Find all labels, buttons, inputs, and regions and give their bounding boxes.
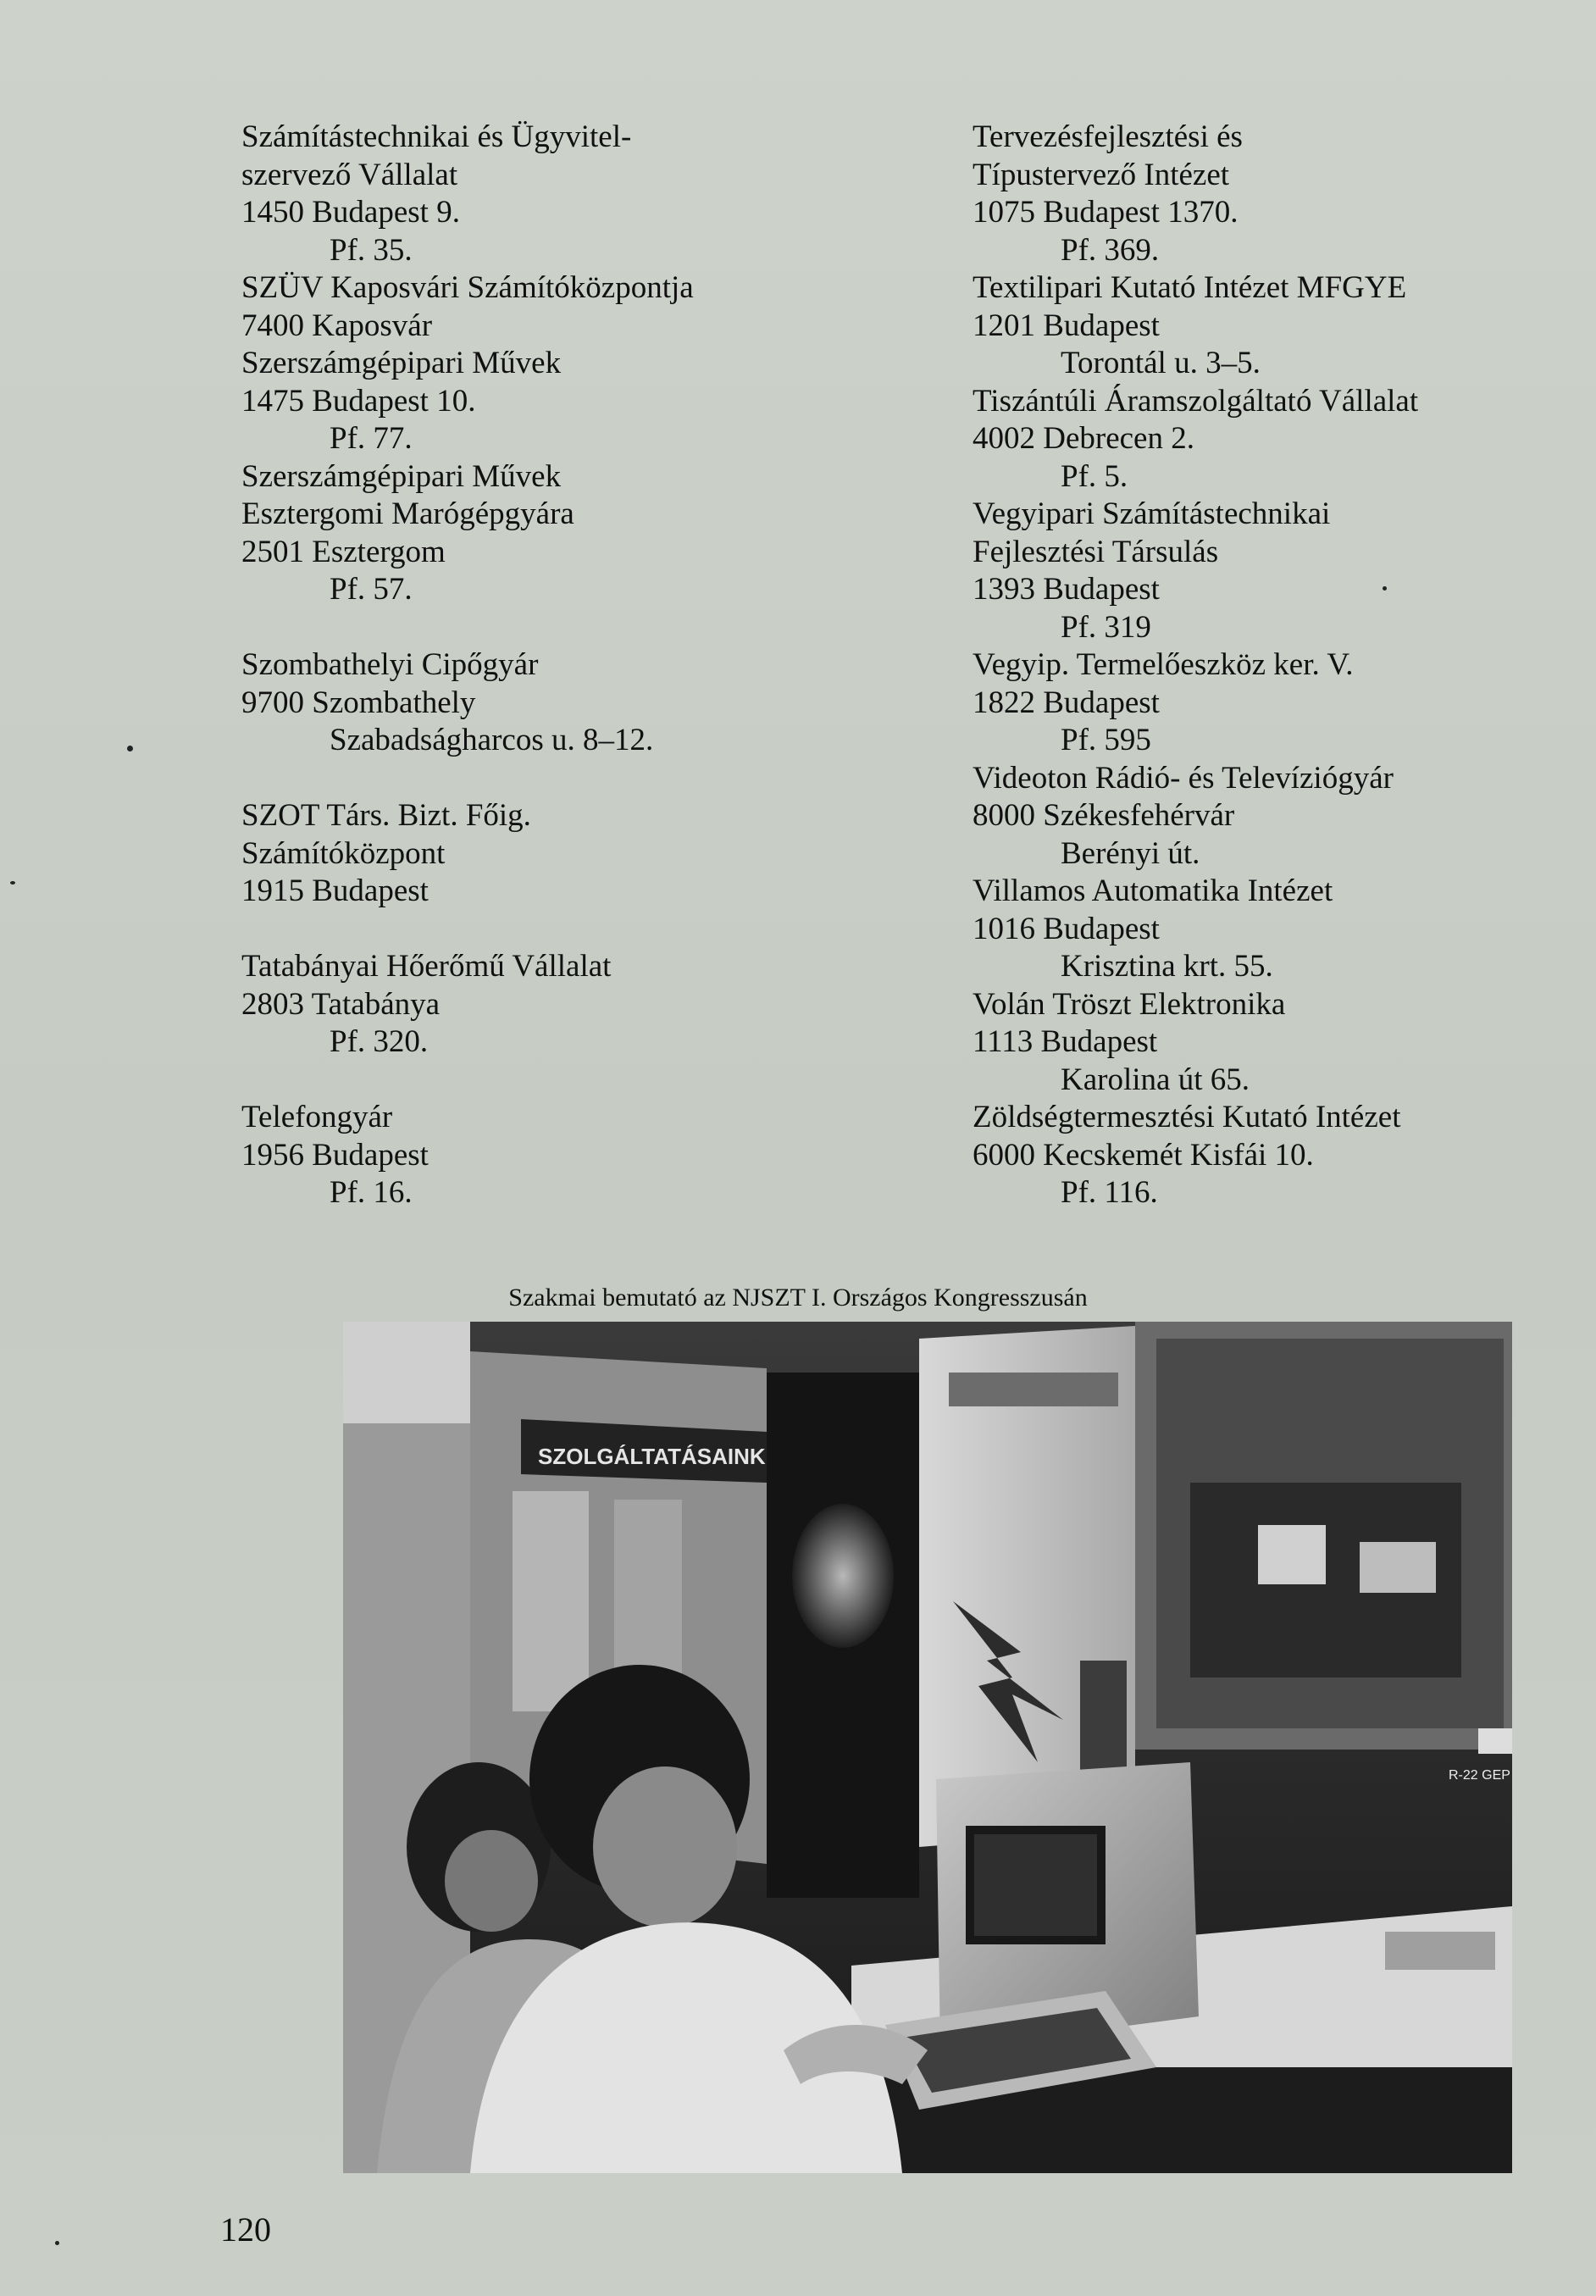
sign-text: R-22 GEP xyxy=(1449,1768,1510,1783)
entry-line: 1450 Budapest 9. xyxy=(241,195,460,230)
entry-address-line: Pf. 35. xyxy=(330,232,413,268)
directory-entry xyxy=(973,986,1582,1100)
entry-line: 1113 Budapest xyxy=(973,1024,1158,1059)
entry-line: Számítástechnikai és Ügyvitel- xyxy=(241,119,632,154)
entry-line: 9700 Szombathely xyxy=(241,685,476,720)
entry-spacer xyxy=(241,911,919,949)
directory-entry xyxy=(973,269,1582,383)
entry-line: 1075 Budapest 1370. xyxy=(973,195,1239,230)
entry-line: Szerszámgépipari Művek xyxy=(241,346,562,380)
entry-address-line: Szabadságharcos u. 8–12. xyxy=(330,723,654,757)
exhibition-photo xyxy=(343,1322,1512,2173)
entry-address-line: Krisztina krt. 55. xyxy=(1061,949,1273,984)
entry-line: 1393 Budapest xyxy=(973,572,1160,607)
entry-line: 8000 Székesfehérvár xyxy=(973,798,1235,833)
entry-line: 1016 Budapest xyxy=(973,911,1160,946)
entry-address-line: Berényi út. xyxy=(1061,835,1200,871)
directory-entry xyxy=(973,873,1582,986)
directory-entry xyxy=(241,119,919,269)
entry-line: Fejlesztési Társulás xyxy=(973,534,1219,569)
entry-line: 2501 Esztergom xyxy=(241,534,446,569)
directory-entry xyxy=(241,646,919,760)
exhibition-photo-drawing xyxy=(343,1322,1512,2173)
entry-address-line: Karolina út 65. xyxy=(1061,1062,1250,1097)
right-column xyxy=(973,119,1582,1212)
entry-line: Tiszántúli Áramszolgáltató Vállalat xyxy=(973,383,1419,419)
entry-line: Telefongyár xyxy=(241,1100,393,1134)
entry-spacer xyxy=(241,760,919,798)
entry-line: Zöldségtermesztési Kutató Intézet xyxy=(973,1100,1401,1134)
entry-line: Tatabányai Hőerőmű Vállalat xyxy=(241,949,612,984)
entry-address-line: Pf. 116. xyxy=(1061,1175,1158,1210)
entry-address-line: Pf. 595 xyxy=(1061,723,1151,757)
entry-address-line: Pf. 319 xyxy=(1061,609,1151,645)
entry-line: 1475 Budapest 10. xyxy=(241,383,476,419)
entry-line: 1915 Budapest xyxy=(241,873,429,908)
entry-line: SZOT Társ. Bizt. Főig. xyxy=(241,798,531,833)
directory-entry xyxy=(973,496,1582,646)
entry-line: Vegyipari Számítástechnikai xyxy=(973,496,1331,531)
entry-line: Villamos Automatika Intézet xyxy=(973,873,1333,908)
left-column xyxy=(241,119,919,1212)
entry-line: 6000 Kecskemét Kisfái 10. xyxy=(973,1137,1314,1173)
entry-line: Szerszámgépipari Művek xyxy=(241,458,562,494)
print-speck xyxy=(10,881,15,885)
entry-address-line: Pf. 320. xyxy=(330,1024,429,1059)
entry-line: 1822 Budapest xyxy=(973,685,1160,720)
print-speck xyxy=(127,746,133,751)
entry-line: SZÜV Kaposvári Számítóközpontja xyxy=(241,270,694,305)
entry-address-line: Pf. 77. xyxy=(330,421,413,456)
entry-line: Típustervező Intézet xyxy=(973,157,1230,192)
entry-line: Tervezésfejlesztési és xyxy=(973,119,1243,154)
entry-line: Esztergomi Marógépgyára xyxy=(241,496,574,531)
directory-entry xyxy=(241,797,919,911)
photo-caption: Szakmai bemutató az NJSZT I. Országos Kongresszusán xyxy=(508,1284,1088,1312)
directory-entry xyxy=(241,345,919,458)
entry-line: Vegyip. Termelőeszköz ker. V. xyxy=(973,647,1354,682)
directory-entry xyxy=(973,383,1582,496)
directory-entry xyxy=(973,646,1582,760)
entry-line: 7400 Kaposvár xyxy=(241,308,433,343)
print-speck xyxy=(55,2241,59,2245)
entry-address-line: Pf. 369. xyxy=(1061,232,1160,268)
entry-address-line: Pf. 5. xyxy=(1061,458,1128,494)
entry-line: 1201 Budapest xyxy=(973,308,1160,343)
entry-line: szervező Vállalat xyxy=(241,157,458,192)
entry-line: Számítóközpont xyxy=(241,835,446,871)
entry-line: 2803 Tatabánya xyxy=(241,986,441,1022)
entry-line: Volán Tröszt Elektronika xyxy=(973,986,1286,1022)
directory-entry xyxy=(973,760,1582,873)
directory-entry xyxy=(241,458,919,609)
page-number: 120 xyxy=(220,2210,271,2249)
directory-entry xyxy=(973,1099,1582,1212)
directory-entry xyxy=(241,1099,919,1212)
entry-line: Szombathelyi Cipőgyár xyxy=(241,647,539,682)
entry-line: Videoton Rádió- és Televíziógyár xyxy=(973,760,1394,796)
entry-line: Textilipari Kutató Intézet MFGYE xyxy=(973,270,1407,305)
entry-line: 1956 Budapest xyxy=(241,1137,429,1173)
entry-line: 4002 Debrecen 2. xyxy=(973,421,1194,456)
print-speck xyxy=(1383,586,1387,591)
directory-entry xyxy=(973,119,1582,269)
entry-address-line: Torontál u. 3–5. xyxy=(1061,346,1261,380)
entry-address-line: Pf. 57. xyxy=(330,572,413,607)
entry-address-line: Pf. 16. xyxy=(330,1175,413,1210)
banner-text: SZOLGÁLTATÁSAINK xyxy=(538,1444,766,1469)
entry-spacer xyxy=(241,1062,919,1100)
directory-entry xyxy=(241,269,919,345)
entry-spacer xyxy=(241,609,919,647)
directory-entry xyxy=(241,948,919,1062)
